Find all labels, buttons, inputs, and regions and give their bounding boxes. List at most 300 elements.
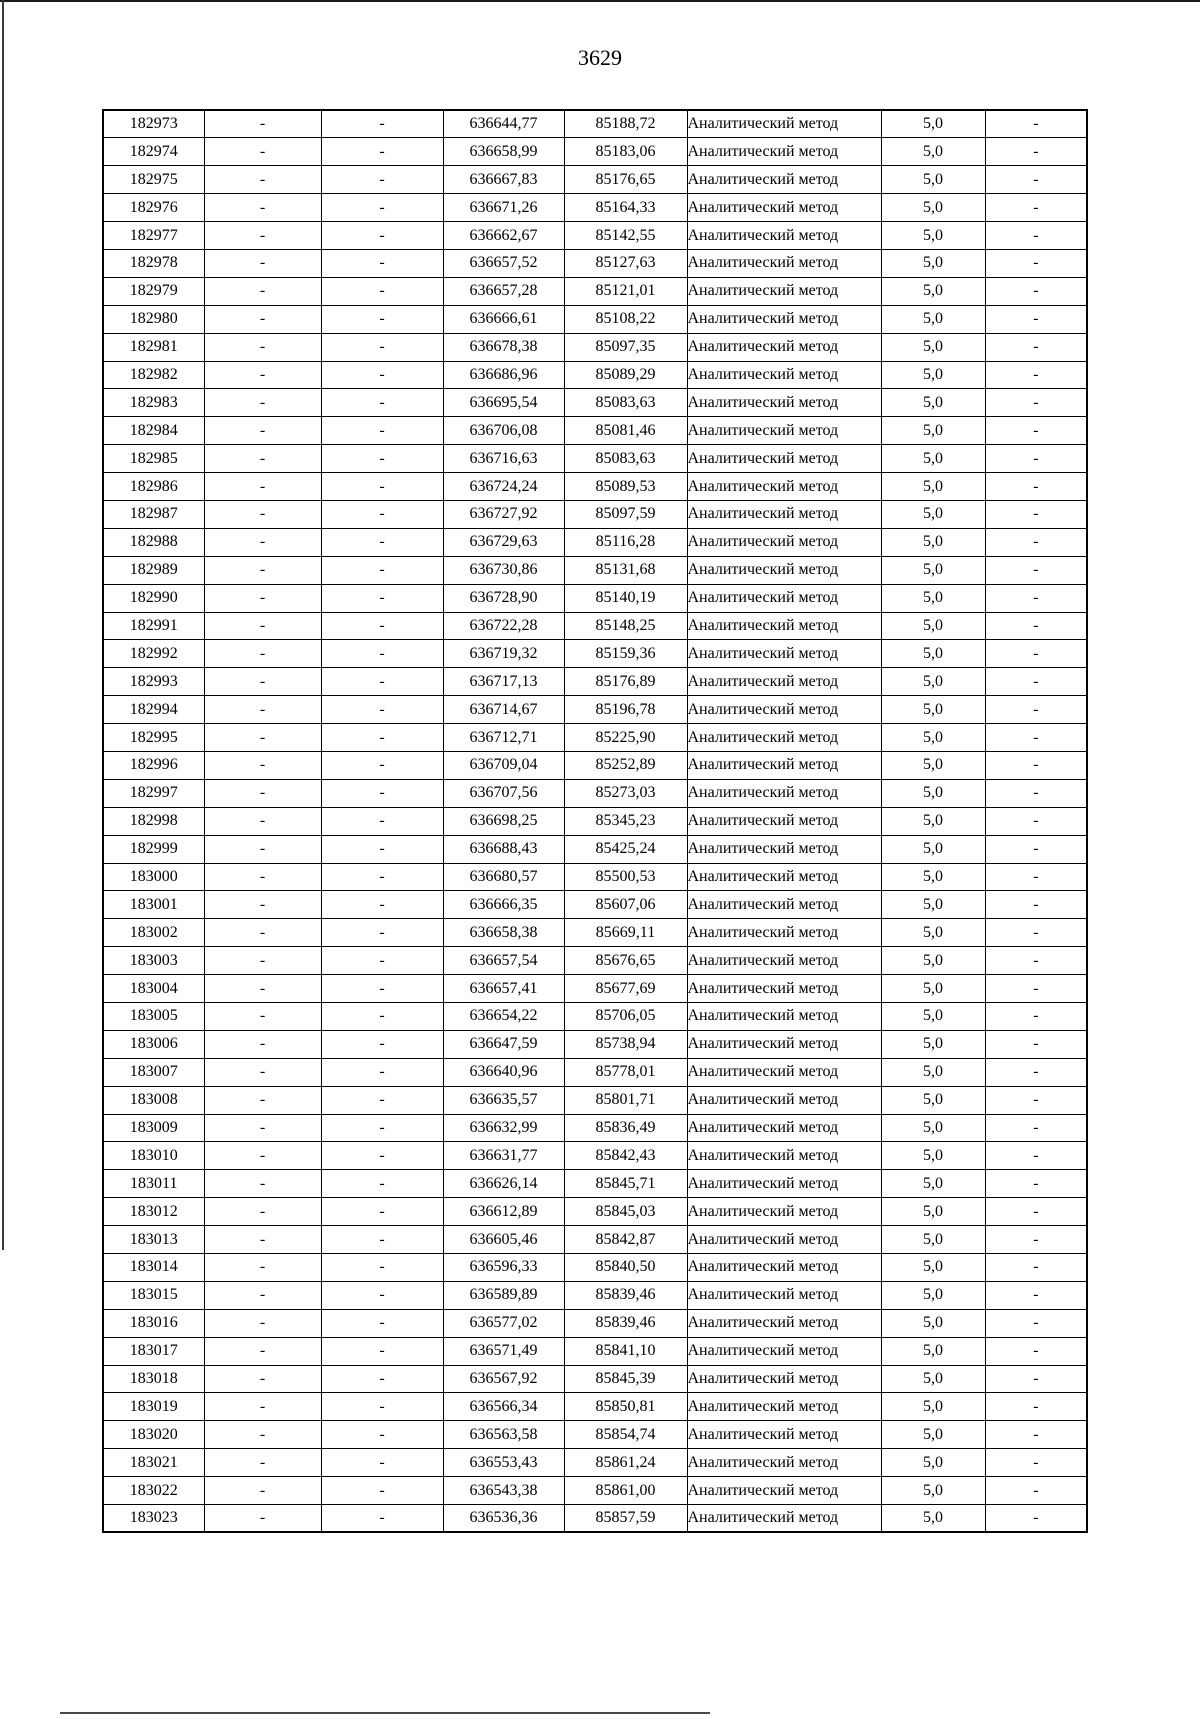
- x-coordinate-cell: 636719,32: [443, 640, 564, 668]
- x-coordinate-cell: 636657,41: [443, 975, 564, 1003]
- empty-dash-cell: -: [321, 1309, 443, 1337]
- y-coordinate-cell: 85225,90: [564, 724, 687, 752]
- empty-dash-cell: -: [321, 891, 443, 919]
- empty-dash-cell: -: [321, 556, 443, 584]
- error-cell: 5,0: [881, 1254, 985, 1282]
- empty-dash-cell: -: [985, 305, 1087, 333]
- empty-dash-cell: -: [204, 556, 321, 584]
- method-cell: Аналитический метод: [687, 919, 881, 947]
- y-coordinate-cell: 85140,19: [564, 584, 687, 612]
- empty-dash-cell: -: [204, 1477, 321, 1505]
- point-number-cell: 183019: [103, 1393, 204, 1421]
- method-cell: Аналитический метод: [687, 361, 881, 389]
- x-coordinate-cell: 636626,14: [443, 1170, 564, 1198]
- empty-dash-cell: -: [321, 249, 443, 277]
- empty-dash-cell: -: [985, 222, 1087, 250]
- method-cell: Аналитический метод: [687, 1393, 881, 1421]
- empty-dash-cell: -: [204, 1058, 321, 1086]
- x-coordinate-cell: 636658,38: [443, 919, 564, 947]
- table-row: [103, 110, 1087, 138]
- table-row: [103, 361, 1087, 389]
- y-coordinate-cell: 85676,65: [564, 947, 687, 975]
- point-number-cell: 183001: [103, 891, 204, 919]
- empty-dash-cell: -: [985, 166, 1087, 194]
- page-number: 3629: [578, 45, 622, 70]
- x-coordinate-cell: 636709,04: [443, 751, 564, 779]
- x-coordinate-cell: 636667,83: [443, 166, 564, 194]
- x-coordinate-cell: 636706,08: [443, 417, 564, 445]
- empty-dash-cell: -: [985, 947, 1087, 975]
- empty-dash-cell: -: [204, 249, 321, 277]
- empty-dash-cell: -: [204, 640, 321, 668]
- table-row: [103, 166, 1087, 194]
- table-row: [103, 612, 1087, 640]
- empty-dash-cell: -: [985, 389, 1087, 417]
- point-number-cell: 183016: [103, 1309, 204, 1337]
- point-number-cell: 182995: [103, 724, 204, 752]
- table-row: [103, 1254, 1087, 1282]
- empty-dash-cell: -: [204, 1449, 321, 1477]
- table-row: [103, 138, 1087, 166]
- point-number-cell: 183021: [103, 1449, 204, 1477]
- x-coordinate-cell: 636657,28: [443, 277, 564, 305]
- x-coordinate-cell: 636666,35: [443, 891, 564, 919]
- x-coordinate-cell: 636662,67: [443, 222, 564, 250]
- empty-dash-cell: -: [321, 1477, 443, 1505]
- error-cell: 5,0: [881, 1337, 985, 1365]
- error-cell: 5,0: [881, 361, 985, 389]
- empty-dash-cell: -: [204, 1393, 321, 1421]
- error-cell: 5,0: [881, 724, 985, 752]
- method-cell: Аналитический метод: [687, 863, 881, 891]
- error-cell: 5,0: [881, 138, 985, 166]
- point-number-cell: 182979: [103, 277, 204, 305]
- error-cell: 5,0: [881, 417, 985, 445]
- empty-dash-cell: -: [321, 194, 443, 222]
- empty-dash-cell: -: [204, 1421, 321, 1449]
- y-coordinate-cell: 85252,89: [564, 751, 687, 779]
- error-cell: 5,0: [881, 222, 985, 250]
- empty-dash-cell: -: [321, 1449, 443, 1477]
- method-cell: Аналитический метод: [687, 1505, 881, 1533]
- method-cell: Аналитический метод: [687, 1337, 881, 1365]
- table-row: [103, 194, 1087, 222]
- point-number-cell: 183013: [103, 1226, 204, 1254]
- method-cell: Аналитический метод: [687, 1114, 881, 1142]
- error-cell: 5,0: [881, 975, 985, 1003]
- y-coordinate-cell: 85108,22: [564, 305, 687, 333]
- table-row: [103, 1365, 1087, 1393]
- empty-dash-cell: -: [985, 473, 1087, 501]
- empty-dash-cell: -: [321, 863, 443, 891]
- table-row: [103, 1030, 1087, 1058]
- point-number-cell: 183020: [103, 1421, 204, 1449]
- y-coordinate-cell: 85097,35: [564, 333, 687, 361]
- x-coordinate-cell: 636717,13: [443, 668, 564, 696]
- table-row: [103, 333, 1087, 361]
- table-row: [103, 640, 1087, 668]
- error-cell: 5,0: [881, 584, 985, 612]
- empty-dash-cell: -: [985, 696, 1087, 724]
- table-row: [103, 891, 1087, 919]
- error-cell: 5,0: [881, 249, 985, 277]
- point-number-cell: 183002: [103, 919, 204, 947]
- error-cell: 5,0: [881, 751, 985, 779]
- point-number-cell: 182997: [103, 779, 204, 807]
- y-coordinate-cell: 85677,69: [564, 975, 687, 1003]
- empty-dash-cell: -: [204, 333, 321, 361]
- point-number-cell: 182980: [103, 305, 204, 333]
- method-cell: Аналитический метод: [687, 807, 881, 835]
- point-number-cell: 183006: [103, 1030, 204, 1058]
- error-cell: 5,0: [881, 779, 985, 807]
- error-cell: 5,0: [881, 1142, 985, 1170]
- error-cell: 5,0: [881, 528, 985, 556]
- x-coordinate-cell: 636716,63: [443, 445, 564, 473]
- method-cell: Аналитический метод: [687, 333, 881, 361]
- table-row: [103, 696, 1087, 724]
- table-row: [103, 1170, 1087, 1198]
- method-cell: Аналитический метод: [687, 110, 881, 138]
- method-cell: Аналитический метод: [687, 668, 881, 696]
- y-coordinate-cell: 85669,11: [564, 919, 687, 947]
- error-cell: 5,0: [881, 333, 985, 361]
- empty-dash-cell: -: [985, 528, 1087, 556]
- error-cell: 5,0: [881, 500, 985, 528]
- empty-dash-cell: -: [204, 528, 321, 556]
- method-cell: Аналитический метод: [687, 696, 881, 724]
- point-number-cell: 182989: [103, 556, 204, 584]
- empty-dash-cell: -: [321, 1337, 443, 1365]
- table-row: [103, 389, 1087, 417]
- y-coordinate-cell: 85840,50: [564, 1254, 687, 1282]
- table-row: [103, 919, 1087, 947]
- empty-dash-cell: -: [321, 305, 443, 333]
- empty-dash-cell: -: [321, 1086, 443, 1114]
- empty-dash-cell: -: [321, 1030, 443, 1058]
- table-row: [103, 584, 1087, 612]
- y-coordinate-cell: 85845,71: [564, 1170, 687, 1198]
- empty-dash-cell: -: [321, 445, 443, 473]
- x-coordinate-cell: 636680,57: [443, 863, 564, 891]
- point-number-cell: 182981: [103, 333, 204, 361]
- empty-dash-cell: -: [204, 668, 321, 696]
- table-row: [103, 1337, 1087, 1365]
- empty-dash-cell: -: [321, 1114, 443, 1142]
- x-coordinate-cell: 636730,86: [443, 556, 564, 584]
- point-number-cell: 182986: [103, 473, 204, 501]
- table-row: [103, 1086, 1087, 1114]
- point-number-cell: 182993: [103, 668, 204, 696]
- x-coordinate-cell: 636678,38: [443, 333, 564, 361]
- empty-dash-cell: -: [985, 1198, 1087, 1226]
- y-coordinate-cell: 85845,39: [564, 1365, 687, 1393]
- x-coordinate-cell: 636714,67: [443, 696, 564, 724]
- y-coordinate-cell: 85500,53: [564, 863, 687, 891]
- scan-edge-left: [2, 0, 4, 1250]
- point-number-cell: 183009: [103, 1114, 204, 1142]
- table-row: [103, 445, 1087, 473]
- empty-dash-cell: -: [204, 222, 321, 250]
- x-coordinate-cell: 636657,54: [443, 947, 564, 975]
- empty-dash-cell: -: [321, 110, 443, 138]
- table-row: [103, 1449, 1087, 1477]
- y-coordinate-cell: 85706,05: [564, 1003, 687, 1031]
- empty-dash-cell: -: [204, 863, 321, 891]
- y-coordinate-cell: 85273,03: [564, 779, 687, 807]
- x-coordinate-cell: 636567,92: [443, 1365, 564, 1393]
- empty-dash-cell: -: [985, 556, 1087, 584]
- error-cell: 5,0: [881, 1281, 985, 1309]
- x-coordinate-cell: 636712,71: [443, 724, 564, 752]
- empty-dash-cell: -: [985, 1170, 1087, 1198]
- empty-dash-cell: -: [985, 1226, 1087, 1254]
- error-cell: 5,0: [881, 166, 985, 194]
- y-coordinate-cell: 85188,72: [564, 110, 687, 138]
- empty-dash-cell: -: [204, 1003, 321, 1031]
- table-row: [103, 556, 1087, 584]
- method-cell: Аналитический метод: [687, 1086, 881, 1114]
- error-cell: 5,0: [881, 110, 985, 138]
- empty-dash-cell: -: [321, 1003, 443, 1031]
- empty-dash-cell: -: [321, 835, 443, 863]
- table-row: [103, 779, 1087, 807]
- point-number-cell: 182975: [103, 166, 204, 194]
- empty-dash-cell: -: [321, 724, 443, 752]
- empty-dash-cell: -: [985, 361, 1087, 389]
- x-coordinate-cell: 636671,26: [443, 194, 564, 222]
- coordinates-table: [102, 109, 1088, 1533]
- empty-dash-cell: -: [985, 724, 1087, 752]
- empty-dash-cell: -: [321, 779, 443, 807]
- empty-dash-cell: -: [321, 473, 443, 501]
- error-cell: 5,0: [881, 1003, 985, 1031]
- x-coordinate-cell: 636553,43: [443, 1449, 564, 1477]
- y-coordinate-cell: 85127,63: [564, 249, 687, 277]
- method-cell: Аналитический метод: [687, 249, 881, 277]
- empty-dash-cell: -: [321, 333, 443, 361]
- method-cell: Аналитический метод: [687, 724, 881, 752]
- empty-dash-cell: -: [321, 1421, 443, 1449]
- point-number-cell: 183010: [103, 1142, 204, 1170]
- point-number-cell: 182976: [103, 194, 204, 222]
- method-cell: Аналитический метод: [687, 556, 881, 584]
- y-coordinate-cell: 85861,00: [564, 1477, 687, 1505]
- empty-dash-cell: -: [204, 779, 321, 807]
- empty-dash-cell: -: [204, 473, 321, 501]
- x-coordinate-cell: 636727,92: [443, 500, 564, 528]
- x-coordinate-cell: 636605,46: [443, 1226, 564, 1254]
- empty-dash-cell: -: [321, 668, 443, 696]
- table-row: [103, 1226, 1087, 1254]
- method-cell: Аналитический метод: [687, 640, 881, 668]
- method-cell: Аналитический метод: [687, 975, 881, 1003]
- y-coordinate-cell: 85836,49: [564, 1114, 687, 1142]
- empty-dash-cell: -: [985, 1309, 1087, 1337]
- method-cell: Аналитический метод: [687, 1309, 881, 1337]
- method-cell: Аналитический метод: [687, 1030, 881, 1058]
- table-row: [103, 1505, 1087, 1533]
- empty-dash-cell: -: [985, 1449, 1087, 1477]
- empty-dash-cell: -: [321, 1198, 443, 1226]
- y-coordinate-cell: 85089,29: [564, 361, 687, 389]
- empty-dash-cell: -: [204, 305, 321, 333]
- table-row: [103, 222, 1087, 250]
- y-coordinate-cell: 85131,68: [564, 556, 687, 584]
- method-cell: Аналитический метод: [687, 389, 881, 417]
- method-cell: Аналитический метод: [687, 277, 881, 305]
- x-coordinate-cell: 636698,25: [443, 807, 564, 835]
- empty-dash-cell: -: [321, 947, 443, 975]
- empty-dash-cell: -: [321, 919, 443, 947]
- x-coordinate-cell: 636695,54: [443, 389, 564, 417]
- method-cell: Аналитический метод: [687, 1254, 881, 1282]
- empty-dash-cell: -: [321, 1170, 443, 1198]
- empty-dash-cell: -: [985, 500, 1087, 528]
- error-cell: 5,0: [881, 668, 985, 696]
- y-coordinate-cell: 85148,25: [564, 612, 687, 640]
- table-row: [103, 249, 1087, 277]
- table-row: [103, 1058, 1087, 1086]
- point-number-cell: 183008: [103, 1086, 204, 1114]
- point-number-cell: 182992: [103, 640, 204, 668]
- empty-dash-cell: -: [985, 1003, 1087, 1031]
- empty-dash-cell: -: [985, 138, 1087, 166]
- empty-dash-cell: -: [204, 1226, 321, 1254]
- table-row: [103, 277, 1087, 305]
- error-cell: 5,0: [881, 194, 985, 222]
- empty-dash-cell: -: [204, 389, 321, 417]
- method-cell: Аналитический метод: [687, 473, 881, 501]
- x-coordinate-cell: 636666,61: [443, 305, 564, 333]
- table-row: [103, 1281, 1087, 1309]
- empty-dash-cell: -: [204, 1254, 321, 1282]
- y-coordinate-cell: 85142,55: [564, 222, 687, 250]
- table-row: [103, 863, 1087, 891]
- point-number-cell: 183017: [103, 1337, 204, 1365]
- empty-dash-cell: -: [204, 751, 321, 779]
- y-coordinate-cell: 85861,24: [564, 1449, 687, 1477]
- empty-dash-cell: -: [321, 1393, 443, 1421]
- point-number-cell: 182974: [103, 138, 204, 166]
- method-cell: Аналитический метод: [687, 779, 881, 807]
- y-coordinate-cell: 85183,06: [564, 138, 687, 166]
- empty-dash-cell: -: [985, 668, 1087, 696]
- method-cell: Аналитический метод: [687, 891, 881, 919]
- empty-dash-cell: -: [985, 1421, 1087, 1449]
- point-number-cell: 182998: [103, 807, 204, 835]
- empty-dash-cell: -: [321, 1058, 443, 1086]
- empty-dash-cell: -: [321, 584, 443, 612]
- empty-dash-cell: -: [985, 1477, 1087, 1505]
- empty-dash-cell: -: [204, 1505, 321, 1533]
- method-cell: Аналитический метод: [687, 1477, 881, 1505]
- point-number-cell: 182991: [103, 612, 204, 640]
- point-number-cell: 183023: [103, 1505, 204, 1533]
- method-cell: Аналитический метод: [687, 1198, 881, 1226]
- x-coordinate-cell: 636647,59: [443, 1030, 564, 1058]
- empty-dash-cell: -: [321, 417, 443, 445]
- y-coordinate-cell: 85801,71: [564, 1086, 687, 1114]
- table-row: [103, 751, 1087, 779]
- table-row: [103, 473, 1087, 501]
- error-cell: 5,0: [881, 1114, 985, 1142]
- empty-dash-cell: -: [321, 528, 443, 556]
- empty-dash-cell: -: [985, 194, 1087, 222]
- empty-dash-cell: -: [321, 807, 443, 835]
- empty-dash-cell: -: [204, 445, 321, 473]
- error-cell: 5,0: [881, 640, 985, 668]
- y-coordinate-cell: 85842,43: [564, 1142, 687, 1170]
- y-coordinate-cell: 85159,36: [564, 640, 687, 668]
- empty-dash-cell: -: [204, 835, 321, 863]
- empty-dash-cell: -: [985, 277, 1087, 305]
- point-number-cell: 183014: [103, 1254, 204, 1282]
- y-coordinate-cell: 85083,63: [564, 389, 687, 417]
- x-coordinate-cell: 636658,99: [443, 138, 564, 166]
- y-coordinate-cell: 85176,65: [564, 166, 687, 194]
- empty-dash-cell: -: [985, 807, 1087, 835]
- empty-dash-cell: -: [321, 1254, 443, 1282]
- empty-dash-cell: -: [985, 584, 1087, 612]
- y-coordinate-cell: 85839,46: [564, 1281, 687, 1309]
- table-row: [103, 1198, 1087, 1226]
- empty-dash-cell: -: [204, 138, 321, 166]
- error-cell: 5,0: [881, 1309, 985, 1337]
- empty-dash-cell: -: [204, 1198, 321, 1226]
- empty-dash-cell: -: [321, 1281, 443, 1309]
- table-row: [103, 305, 1087, 333]
- empty-dash-cell: -: [321, 500, 443, 528]
- empty-dash-cell: -: [985, 1365, 1087, 1393]
- empty-dash-cell: -: [321, 1142, 443, 1170]
- empty-dash-cell: -: [321, 1365, 443, 1393]
- empty-dash-cell: -: [985, 835, 1087, 863]
- x-coordinate-cell: 636654,22: [443, 1003, 564, 1031]
- table-row: [103, 1309, 1087, 1337]
- x-coordinate-cell: 636577,02: [443, 1309, 564, 1337]
- empty-dash-cell: -: [321, 1226, 443, 1254]
- table-row: [103, 1142, 1087, 1170]
- table-row: [103, 1393, 1087, 1421]
- scan-edge-bottom: [60, 1712, 710, 1714]
- method-cell: Аналитический метод: [687, 751, 881, 779]
- y-coordinate-cell: 85425,24: [564, 835, 687, 863]
- x-coordinate-cell: 636707,56: [443, 779, 564, 807]
- method-cell: Аналитический метод: [687, 138, 881, 166]
- empty-dash-cell: -: [204, 1086, 321, 1114]
- error-cell: 5,0: [881, 277, 985, 305]
- table-row: [103, 807, 1087, 835]
- y-coordinate-cell: 85121,01: [564, 277, 687, 305]
- error-cell: 5,0: [881, 891, 985, 919]
- table-row: [103, 1421, 1087, 1449]
- x-coordinate-cell: 636631,77: [443, 1142, 564, 1170]
- point-number-cell: 182988: [103, 528, 204, 556]
- error-cell: 5,0: [881, 919, 985, 947]
- empty-dash-cell: -: [985, 919, 1087, 947]
- y-coordinate-cell: 85089,53: [564, 473, 687, 501]
- y-coordinate-cell: 85778,01: [564, 1058, 687, 1086]
- table-row: [103, 1114, 1087, 1142]
- x-coordinate-cell: 636686,96: [443, 361, 564, 389]
- point-number-cell: 182994: [103, 696, 204, 724]
- error-cell: 5,0: [881, 1477, 985, 1505]
- empty-dash-cell: -: [204, 361, 321, 389]
- method-cell: Аналитический метод: [687, 612, 881, 640]
- error-cell: 5,0: [881, 947, 985, 975]
- method-cell: Аналитический метод: [687, 500, 881, 528]
